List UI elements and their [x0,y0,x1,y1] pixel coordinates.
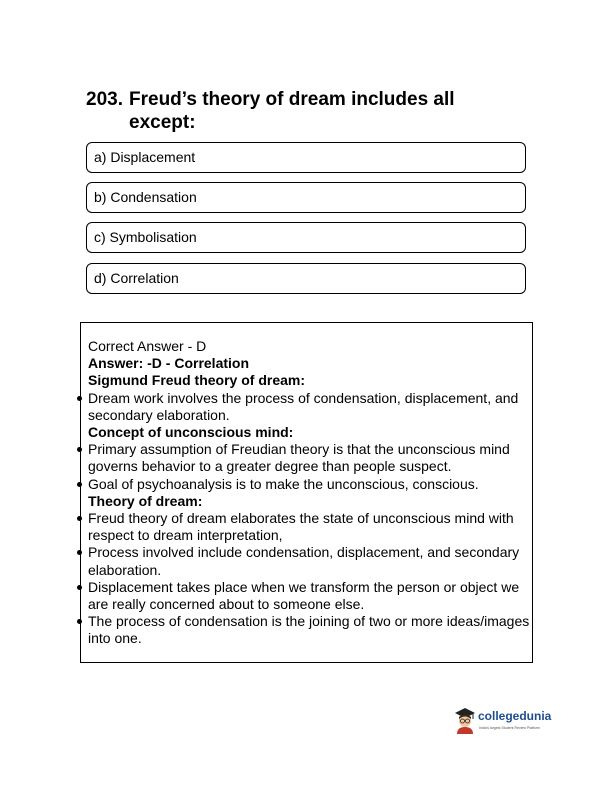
correct-answer-line: Correct Answer - D [88,338,207,354]
bullet-item: Goal of psychoanalysis is to make the unconscious, conscious. [88,476,533,493]
section-heading: Theory of dream: [88,492,203,509]
bullet-item: Process involved include condensation, displacement, and secondary elaboration. [88,544,533,578]
answer-line: Answer: -D - Correlation [88,355,250,372]
question-number: 203. [86,89,123,110]
question-text: Freud’s theory of dream includes all except: [129,89,455,133]
option-b[interactable]: b) Condensation [86,182,526,213]
graduate-mascot-icon [452,706,478,734]
bullet-item: Primary assumption of Freudian theory is that the unconscious mind governs behavior to a greater degree than people suspect. [88,441,533,475]
bullet-item: Freud theory of dream elaborates the state of unconscious mind with respect to dream interpretation, [88,510,533,544]
collegedunia-logo [452,706,552,736]
bullet-item: Displacement takes place when we transform the person or object we are really concerned about to someone else. [88,579,533,613]
answer-box [80,322,533,663]
bullet-item: Dream work involves the process of condensation, displacement, and secondary elaboration. [88,390,533,424]
option-c[interactable]: c) Symbolisation [86,222,526,253]
logo-tagline: India's largest Student Review Platform [479,726,540,730]
option-d[interactable]: d) Correlation [86,263,526,294]
section-heading: Sigmund Freud theory of dream: [88,372,306,389]
section-heading: Concept of unconscious mind: [88,424,294,441]
answer-content [88,338,533,648]
logo-name: collegedunia [478,709,552,723]
option-a[interactable]: a) Displacement [86,142,526,173]
bullet-item: The process of condensation is the joining of two or more ideas/images into one. [88,613,533,647]
